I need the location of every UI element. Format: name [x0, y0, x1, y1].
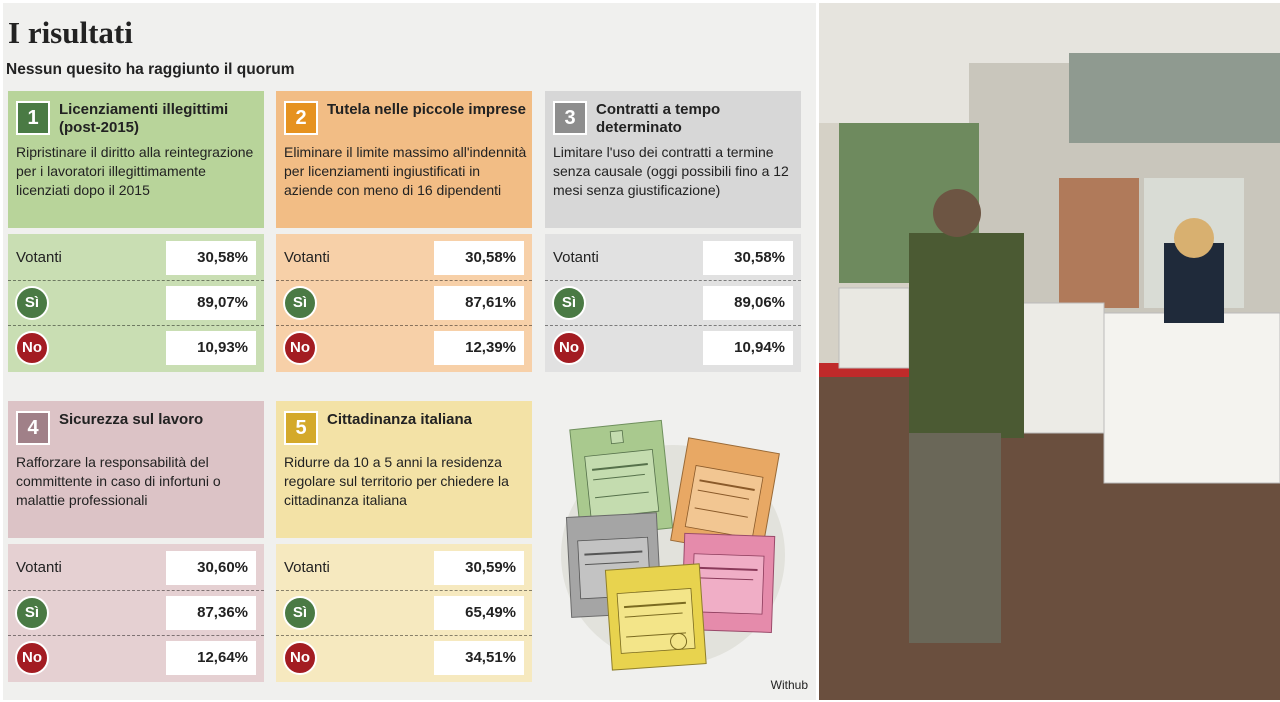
question-description: Ridurre da 10 a 5 anni la residenza regolare sul territorio per chiedere la cittadinanza italiana — [284, 454, 509, 508]
turnout-value: 30,58% — [703, 241, 793, 275]
turnout-value: 30,58% — [434, 241, 524, 275]
yes-badge: Sì — [15, 286, 49, 320]
turnout-row — [8, 547, 264, 591]
no-value: 10,94% — [703, 331, 793, 365]
polling-station-photo — [819, 3, 1280, 700]
no-badge: No — [283, 641, 317, 675]
turnout-label: Votanti — [284, 559, 330, 576]
turnout-row — [8, 237, 264, 281]
voter-shirt — [909, 233, 1024, 438]
source-credit: Withub — [770, 678, 808, 692]
turnout-label: Votanti — [16, 249, 62, 266]
no-row — [8, 327, 264, 371]
yes-row — [545, 282, 801, 326]
no-badge: No — [15, 641, 49, 675]
no-value: 34,51% — [434, 641, 524, 675]
blinds — [1069, 53, 1280, 143]
page-title: I risultati — [8, 15, 133, 50]
turnout-label: Votanti — [284, 249, 330, 266]
question-number: 4 — [16, 411, 50, 445]
question-description: Eliminare il limite massimo all'indennità per licenziamenti ingiustificati in aziende con meno di 16 dipendenti — [284, 144, 527, 198]
results-box — [8, 234, 264, 372]
poll-worker-head — [1174, 218, 1214, 258]
yes-badge: Sì — [283, 596, 317, 630]
results-infographic — [3, 3, 816, 700]
yes-value: 87,61% — [434, 286, 524, 320]
turnout-row — [276, 547, 532, 591]
turnout-label: Votanti — [16, 559, 62, 576]
question-number: 2 — [284, 101, 318, 135]
yes-badge: Sì — [15, 596, 49, 630]
no-value: 12,39% — [434, 331, 524, 365]
question-header — [8, 401, 264, 538]
question-description: Rafforzare la responsabilità del committente in caso di infortuni o malattie professionali — [16, 454, 221, 508]
question-title: Cittadinanza italiana — [327, 411, 473, 428]
no-badge: No — [552, 331, 586, 365]
yes-value: 89,07% — [166, 286, 256, 320]
question-number: 5 — [284, 411, 318, 445]
ballot-yellow — [605, 564, 706, 670]
no-row — [545, 327, 801, 371]
question-header — [276, 91, 532, 228]
question-header — [545, 91, 801, 228]
yes-row — [8, 282, 264, 326]
voter-trousers — [909, 433, 1001, 643]
ballot-box-left — [839, 288, 909, 368]
results-box — [545, 234, 801, 372]
yes-value: 65,49% — [434, 596, 524, 630]
yes-value: 87,36% — [166, 596, 256, 630]
no-row — [276, 327, 532, 371]
no-row — [276, 637, 532, 681]
no-row — [8, 637, 264, 681]
no-badge: No — [15, 331, 49, 365]
yes-row — [8, 592, 264, 636]
question-description: Limitare l'uso dei contratti a termine senza causale (oggi possibili fino a 12 mesi senza giustificazione) — [553, 144, 789, 198]
page-subtitle: Nessun quesito ha raggiunto il quorum — [6, 61, 295, 78]
results-box — [8, 544, 264, 682]
yes-row — [276, 592, 532, 636]
no-value: 12,64% — [166, 641, 256, 675]
window-middle — [1059, 178, 1139, 308]
yes-row — [276, 282, 532, 326]
no-value: 10,93% — [166, 331, 256, 365]
yes-badge: Sì — [283, 286, 317, 320]
question-header — [276, 401, 532, 538]
results-box — [276, 544, 532, 682]
turnout-row — [545, 237, 801, 281]
turnout-value: 30,60% — [166, 551, 256, 585]
question-title: Sicurezza sul lavoro — [59, 411, 204, 428]
turnout-value: 30,58% — [166, 241, 256, 275]
yes-badge: Sì — [552, 286, 586, 320]
question-number: 3 — [553, 101, 587, 135]
question-header — [8, 91, 264, 228]
turnout-row — [276, 237, 532, 281]
results-box — [276, 234, 532, 372]
question-title: Contratti a tempo determinato — [596, 101, 721, 136]
question-title: Tutela nelle piccole imprese — [327, 101, 526, 118]
ballot-box-right — [1104, 313, 1280, 483]
question-title: Licenziamenti illegittimi (post-2015) — [59, 101, 229, 136]
no-badge: No — [283, 331, 317, 365]
yes-value: 89,06% — [703, 286, 793, 320]
ballots-illustration — [555, 415, 790, 675]
turnout-label: Votanti — [553, 249, 599, 266]
voter-head — [933, 189, 981, 237]
question-description: Ripristinare il diritto alla reintegrazione per i lavoratori illegittimamente licenziati dopo il 2015 — [16, 144, 254, 198]
question-number: 1 — [16, 101, 50, 135]
turnout-value: 30,59% — [434, 551, 524, 585]
